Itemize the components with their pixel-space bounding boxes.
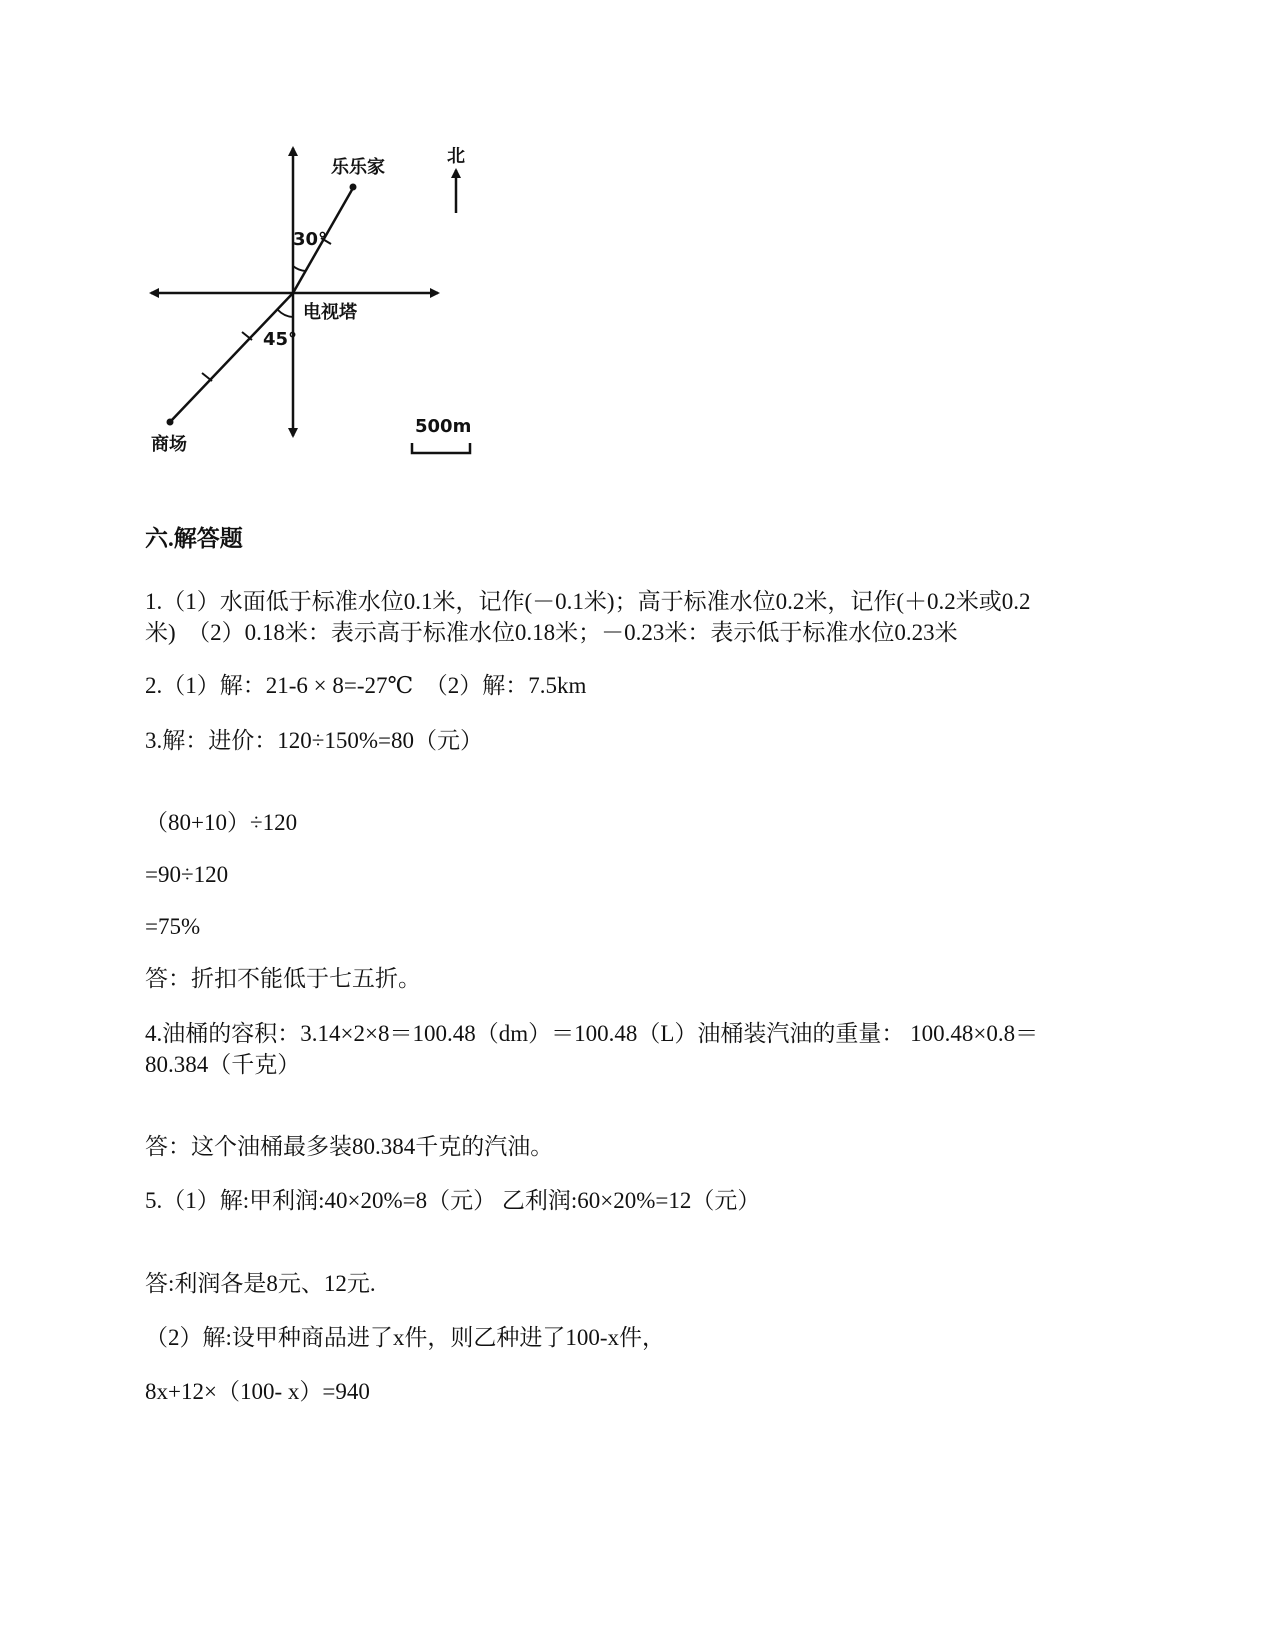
tick-mall-2 xyxy=(202,373,212,381)
q1-line-2: 米) （2）0.18米：表示高于标准水位0.18米；－0.23米：表示低于标准水位0.23米 xyxy=(145,620,958,645)
q5-equation: 8x+12×（100- x）=940 xyxy=(145,1379,370,1404)
q3-line: 3.解：进价：120÷150%=80（元） xyxy=(145,728,484,753)
label-mall: 商场 xyxy=(151,434,187,455)
line-to-mall xyxy=(170,293,293,422)
arc-30 xyxy=(293,266,306,271)
q1-line-1: 1.（1）水面低于标准水位0.1米，记作(－0.1米)；高于标准水位0.2米，记作(＋0.2米或0.2 xyxy=(145,589,1031,614)
mall-point xyxy=(167,419,174,426)
label-angle-bottom: 45° xyxy=(263,329,298,350)
q4-line-1: 4.油桶的容积：3.14×2×8＝100.48（dm）＝100.48（L）油桶装汽油的重量： 100.48×0.8＝ xyxy=(145,1021,1039,1046)
label-home: 乐乐家 xyxy=(331,157,385,178)
direction-diagram xyxy=(145,140,505,480)
q4-line-2: 80.384（千克） xyxy=(145,1052,301,1077)
q5-part1: 5.（1）解:甲利润:40×20%=8（元） 乙利润:60×20%=12（元） xyxy=(145,1188,761,1213)
q5-answer: 答:利润各是8元、12元. xyxy=(145,1271,376,1296)
q3-step-1: （80+10）÷120 xyxy=(145,810,298,835)
q5-part2: （2）解:设甲种商品进了x件，则乙种进了100-x件， xyxy=(145,1325,666,1350)
q3-step-2: =90÷120 xyxy=(145,862,229,887)
label-scale: 500m xyxy=(415,416,472,437)
q4-answer: 答：这个油桶最多装80.384千克的汽油。 xyxy=(145,1134,554,1159)
label-north: 北 xyxy=(447,146,465,167)
section-title: 六.解答题 xyxy=(145,526,243,551)
q3-step-3: =75% xyxy=(145,914,201,939)
arc-45 xyxy=(278,310,293,317)
scale-bar xyxy=(412,443,470,453)
q3-answer: 答：折扣不能低于七五折。 xyxy=(145,966,421,991)
label-tower: 电视塔 xyxy=(303,302,357,323)
home-point xyxy=(350,184,357,191)
label-angle-top: 30° xyxy=(293,229,328,250)
q2-line: 2.（1）解：21-6 × 8=-27℃ （2）解：7.5km xyxy=(145,673,587,698)
direction-diagram-svg xyxy=(145,140,505,480)
